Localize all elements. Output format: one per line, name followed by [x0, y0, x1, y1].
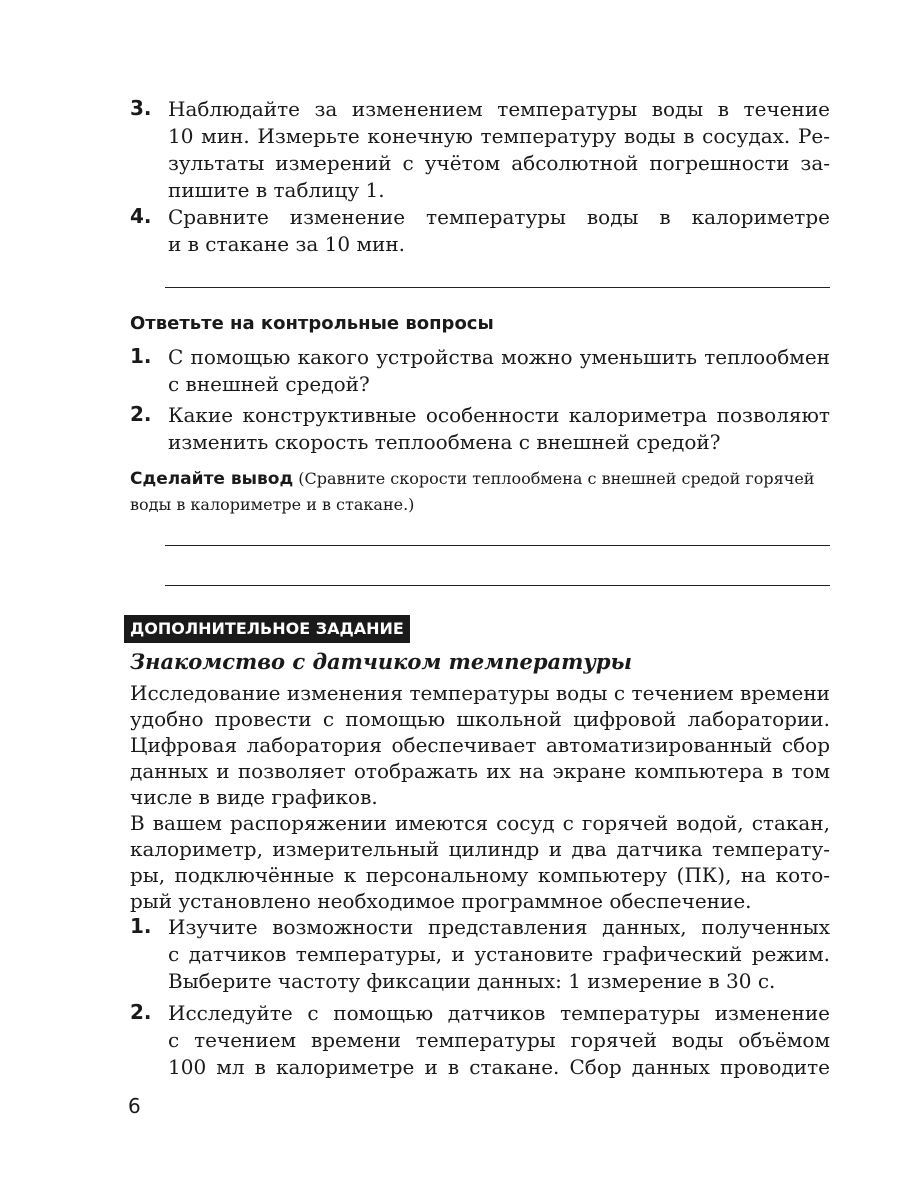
- step-text: [168, 914, 830, 995]
- text-line: зультаты измерений с учётом абсолютной погрешности за-: [168, 151, 830, 175]
- conclusion-hint: (Сравните скорости теплообмена с внешней средой горячей: [293, 469, 815, 488]
- text-line: с датчиков температуры, и установите графический режим.: [168, 942, 830, 966]
- page-number: 6: [128, 1094, 141, 1118]
- text-line: Какие конструктивные особенности калориметра позволяют: [168, 403, 830, 427]
- step-number: 3.: [130, 96, 152, 120]
- text-line: с течением времени температуры горячей воды объёмом: [168, 1028, 830, 1052]
- text-line: Исследуйте с помощью датчиков температуры изменение: [168, 1001, 830, 1025]
- text-line: Изучите возможности представления данных, полученных: [168, 915, 830, 939]
- answer-line[interactable]: [165, 287, 830, 288]
- step-text: [168, 1000, 830, 1081]
- text-line: с внешней средой?: [168, 372, 370, 396]
- text-line: удобно провести с помощью школьной цифровой лаборатории.: [130, 707, 830, 731]
- text-line: С помощью какого устройства можно уменьшить теплообмен: [168, 345, 830, 369]
- step-number: 2.: [130, 1000, 152, 1024]
- text-line: калориметр, измерительный цилиндр и два датчика температу-: [130, 837, 830, 861]
- conclusion-block: [130, 466, 830, 518]
- conclusion-label: Сделайте вывод: [130, 469, 294, 489]
- question-number: 1.: [130, 344, 152, 368]
- step-number: 4.: [130, 204, 152, 228]
- conclusion-hint-cont: воды в калориметре и в стакане.): [130, 495, 415, 514]
- text-line: В вашем распоряжении имеются сосуд с горячей водой, стакан,: [130, 811, 830, 835]
- control-questions-heading: Ответьте на контрольные вопросы: [130, 313, 494, 334]
- text-line: Цифровая лаборатория обеспечивает автоматизированный сбор: [130, 733, 830, 757]
- text-line: и в стакане за 10 мин.: [168, 232, 406, 256]
- text-line: Сравните изменение температуры воды в калориметре: [168, 205, 830, 229]
- extra-task-badge: ДОПОЛНИТЕЛЬНОЕ ЗАДАНИЕ: [124, 615, 410, 643]
- text-line: ры, подключённые к персональному компьютеру (ПК), на кото-: [130, 863, 830, 887]
- step-number: 1.: [130, 914, 152, 938]
- step-text: [168, 204, 830, 258]
- text-line: рый установлено необходимое программное обеспечение.: [130, 889, 752, 913]
- question-text: [168, 344, 830, 398]
- question-text: [168, 402, 830, 456]
- paragraph-2: [130, 810, 830, 914]
- paragraph-1: [130, 680, 830, 810]
- text-line: 10 мин. Измерьте конечную температуру воды в сосудах. Ре-: [168, 124, 830, 148]
- text-line: Исследование изменения температуры воды с течением времени: [130, 681, 830, 705]
- text-line: 100 мл в калориметре и в стакане. Сбор данных проводите: [168, 1055, 830, 1079]
- text-line: изменить скорость теплообмена с внешней средой?: [168, 430, 721, 454]
- text-line: Выберите частоту фиксации данных: 1 измерение в 30 с.: [168, 969, 776, 993]
- text-line: числе в виде графиков.: [130, 785, 378, 809]
- step-text: [168, 96, 830, 204]
- text-line: пишите в таблицу 1.: [168, 178, 385, 202]
- text-line: Наблюдайте за изменением температуры воды в течение: [168, 97, 830, 121]
- question-number: 2.: [130, 402, 152, 426]
- answer-line[interactable]: [165, 545, 830, 546]
- conclusion-line: [130, 466, 830, 492]
- answer-line[interactable]: [165, 585, 830, 586]
- extra-task-title: Знакомство с датчиком температуры: [130, 649, 632, 674]
- text-line: данных и позволяет отображать их на экране компьютера в том: [130, 759, 830, 783]
